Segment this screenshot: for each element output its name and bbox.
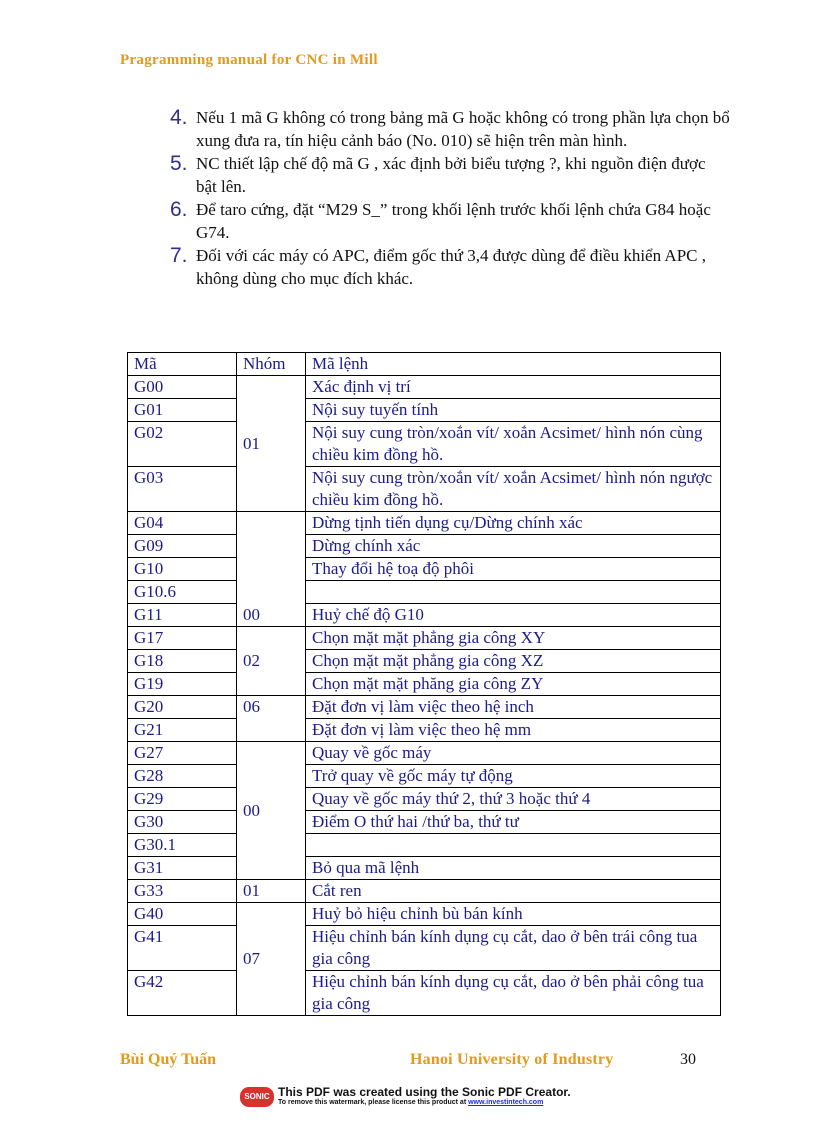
cell-code: G11 <box>128 604 237 627</box>
cell-code: G02 <box>128 422 237 467</box>
watermark-line2 <box>278 1099 543 1106</box>
cell-desc: Điểm O thứ hai /thứ ba, thứ tư <box>306 811 721 834</box>
cell-desc: Dừng tịnh tiến dụng cụ/Dừng chính xác <box>306 512 721 535</box>
cell-code: G09 <box>128 535 237 558</box>
note-text: Nếu 1 mã G không có trong bảng mã G hoặc không có trong phần lựa chọn bổ xung đưa ra, tín hiệu cảnh báo (No. 010) sẽ hiện trên màn hình. <box>196 108 730 150</box>
note-number: 5. <box>170 152 188 175</box>
cell-code: G00 <box>128 376 237 399</box>
table-row <box>128 422 721 467</box>
cell-desc: Hiệu chỉnh bán kính dụng cụ cắt, dao ở bên trái công tua gia công <box>306 926 721 971</box>
table-row <box>128 512 721 535</box>
cell-code: G31 <box>128 857 237 880</box>
table-row <box>128 696 721 719</box>
table-row <box>128 650 721 673</box>
table-row <box>128 857 721 880</box>
table-row <box>128 926 721 971</box>
cell-desc: Đặt đơn vị làm việc theo hệ inch <box>306 696 721 719</box>
cell-group: 00 <box>237 742 306 880</box>
cell-desc: Nội suy cung tròn/xoắn vít/ xoắn Acsimet/ hình nón cùng chiều kim đồng hồ. <box>306 422 721 467</box>
cell-group: 01 <box>237 880 306 903</box>
watermark-line2-text: To remove this watermark, please license this product at <box>278 1099 469 1106</box>
footer-institution: Hanoi University of Industry <box>410 1051 614 1068</box>
cell-desc: Huỷ bỏ hiệu chỉnh bù bán kính <box>306 903 721 926</box>
cell-code: G41 <box>128 926 237 971</box>
cell-code: G42 <box>128 971 237 1016</box>
cell-code: G28 <box>128 765 237 788</box>
cell-desc: Chọn mặt mặt phẳng gia công XZ <box>306 650 721 673</box>
cell-desc: Đặt đơn vị làm việc theo hệ mm <box>306 719 721 742</box>
note-number: 6. <box>170 198 188 221</box>
note-item <box>170 106 730 152</box>
table-row <box>128 719 721 742</box>
cell-desc: Cắt ren <box>306 880 721 903</box>
cell-desc: Quay về gốc máy thứ 2, thứ 3 hoặc thứ 4 <box>306 788 721 811</box>
notes-list <box>170 106 730 290</box>
table-row <box>128 834 721 857</box>
cell-desc: Thay đổi hệ toạ độ phôi <box>306 558 721 581</box>
footer-author: Bùi Quý Tuấn <box>120 1051 217 1068</box>
cell-code: G17 <box>128 627 237 650</box>
note-number: 4. <box>170 106 188 129</box>
watermark-link[interactable]: www.investintech.com <box>468 1099 544 1106</box>
cell-desc: Quay về gốc máy <box>306 742 721 765</box>
gcode-table <box>127 352 721 1016</box>
table-row <box>128 467 721 512</box>
cell-desc: Trở quay về gốc máy tự động <box>306 765 721 788</box>
header-group: Nhóm <box>237 353 306 376</box>
page-number: 30 <box>680 1051 696 1068</box>
cell-code: G27 <box>128 742 237 765</box>
cell-code: G19 <box>128 673 237 696</box>
cell-desc <box>306 581 721 604</box>
table-row <box>128 558 721 581</box>
table-row <box>128 604 721 627</box>
cell-code: G30 <box>128 811 237 834</box>
cell-code: G10.6 <box>128 581 237 604</box>
cell-code: G01 <box>128 399 237 422</box>
table-row <box>128 903 721 926</box>
cell-code: G10 <box>128 558 237 581</box>
note-text: NC thiết lập chế độ mã G , xác định bởi biểu tượng ?, khi nguồn điện được bật lên. <box>196 154 706 196</box>
table-row <box>128 971 721 1016</box>
header-code: Mã <box>128 353 237 376</box>
cell-code: G29 <box>128 788 237 811</box>
cell-desc: Nội suy tuyến tính <box>306 399 721 422</box>
header-desc: Mã lệnh <box>306 353 721 376</box>
note-text: Để taro cứng, đặt “M29 S_” trong khối lệnh trước khối lệnh chứa G84 hoặc G74. <box>196 200 711 242</box>
cell-code: G21 <box>128 719 237 742</box>
table-row <box>128 765 721 788</box>
header-title: Pragramming manual for CNC in Mill <box>120 52 378 68</box>
table-row <box>128 627 721 650</box>
cell-group: 00 <box>237 512 306 627</box>
cell-code: G33 <box>128 880 237 903</box>
table-row <box>128 788 721 811</box>
cell-desc: Bỏ qua mã lệnh <box>306 857 721 880</box>
watermark-line1: This PDF was created using the Sonic PDF Creator. <box>278 1085 571 1099</box>
cell-group: 07 <box>237 903 306 1016</box>
cell-group: 06 <box>237 696 306 742</box>
table-row <box>128 535 721 558</box>
note-item <box>170 152 730 198</box>
note-text: Đối với các máy có APC, điểm gốc thứ 3,4 được dùng để điều khiển APC , không dùng cho mục đích khác. <box>196 246 706 288</box>
note-item <box>170 198 730 244</box>
table-row <box>128 880 721 903</box>
sonic-pdf-logo-icon: SONIC PDF <box>240 1087 274 1107</box>
cell-code: G40 <box>128 903 237 926</box>
table-row <box>128 742 721 765</box>
cell-desc <box>306 834 721 857</box>
cell-desc: Chọn mặt mặt phẳng gia công XY <box>306 627 721 650</box>
note-item <box>170 244 730 290</box>
table-row <box>128 399 721 422</box>
table-header-row <box>128 353 721 376</box>
cell-code: G30.1 <box>128 834 237 857</box>
note-number: 7. <box>170 244 188 267</box>
table-row <box>128 673 721 696</box>
cell-group: 02 <box>237 627 306 696</box>
cell-desc: Xác định vị trí <box>306 376 721 399</box>
cell-desc: Nội suy cung tròn/xoắn vít/ xoắn Acsimet/ hình nón ngược chiều kim đồng hồ. <box>306 467 721 512</box>
cell-desc: Hiệu chỉnh bán kính dụng cụ cắt, dao ở bên phải công tua gia công <box>306 971 721 1016</box>
table-row <box>128 581 721 604</box>
table-row <box>128 811 721 834</box>
cell-code: G18 <box>128 650 237 673</box>
cell-group: 01 <box>237 376 306 512</box>
cell-code: G20 <box>128 696 237 719</box>
cell-code: G04 <box>128 512 237 535</box>
cell-desc: Huỷ chế độ G10 <box>306 604 721 627</box>
cell-desc: Dừng chính xác <box>306 535 721 558</box>
cell-desc: Chọn mặt mặt phăng gia công ZY <box>306 673 721 696</box>
table-row <box>128 376 721 399</box>
cell-code: G03 <box>128 467 237 512</box>
